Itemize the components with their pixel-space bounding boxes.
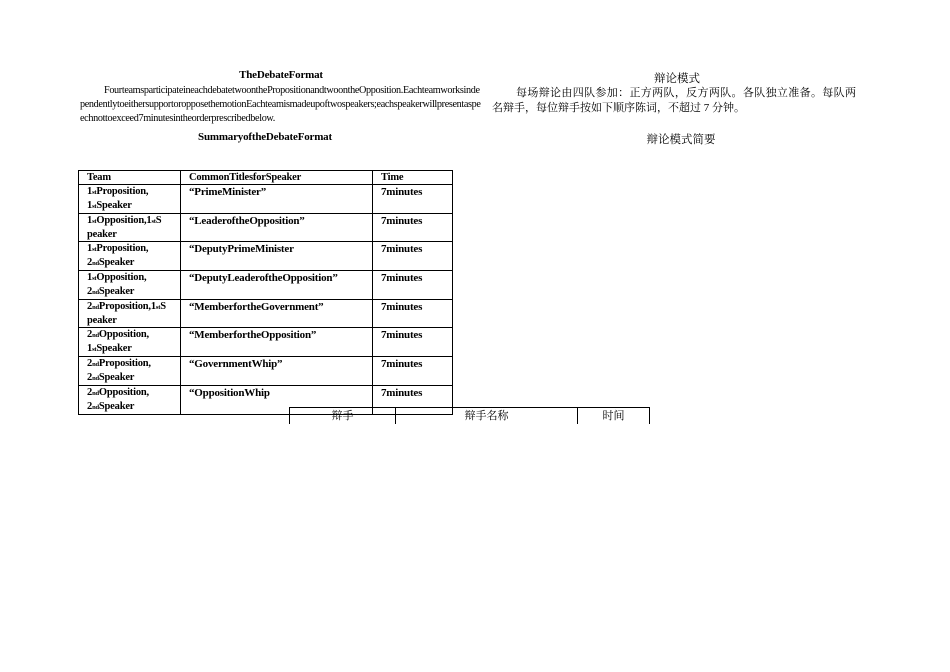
speaker-ordinal: nd xyxy=(92,289,99,296)
zh-header-speaker-title: 辩手名称 xyxy=(396,408,578,425)
header-time: Time xyxy=(373,171,453,185)
team-cell: 2ndProposition,1stS peaker xyxy=(79,300,181,328)
header-team: Team xyxy=(79,171,181,185)
speaker-title-cell: “OppositionWhip xyxy=(181,386,373,415)
zh-header-time: 时间 xyxy=(578,408,650,425)
chinese-body-paragraph: 每场辩论由四队参加：正方两队，反方两队。各队独立准备。每队两名辩手，每位辩手按如下顺序陈词，不超过 7 分钟。 xyxy=(492,87,856,114)
speaker-number: 2 xyxy=(87,372,93,383)
team-side: Proposition, xyxy=(96,243,149,254)
team-ordinal: nd xyxy=(92,332,99,339)
team-cell xyxy=(79,357,181,386)
team-cell xyxy=(79,328,181,357)
table-row xyxy=(79,271,453,300)
speaker-label: peaker xyxy=(87,315,117,326)
speaker-ordinal: nd xyxy=(92,404,99,411)
time-cell: 7minutes xyxy=(373,357,453,386)
speaker-number: 2 xyxy=(87,401,93,412)
table-header-row xyxy=(79,171,453,185)
time-cell: 7minutes xyxy=(373,214,453,242)
time-cell: 7minutes xyxy=(373,271,453,300)
chinese-debate-table xyxy=(289,407,650,424)
speaker-label: Speaker xyxy=(96,343,132,354)
team-ordinal: st xyxy=(92,246,97,253)
english-title: TheDebateFormat xyxy=(239,69,323,81)
header-common-titles: CommonTitlesforSpeaker xyxy=(181,171,373,185)
debate-format-table xyxy=(78,170,453,415)
team-cell xyxy=(79,271,181,300)
speaker-label: Speaker xyxy=(96,200,132,211)
time-cell: 7minutes xyxy=(373,185,453,214)
speaker-title-cell: “MemberfortheGovernment” xyxy=(181,300,373,328)
team-cell: 1stOpposition,1stS peaker xyxy=(79,214,181,242)
team-number: 2 xyxy=(87,301,93,312)
team-side: Proposition, xyxy=(98,358,151,369)
team-cell xyxy=(79,242,181,271)
team-ordinal: nd xyxy=(92,390,99,397)
team-number: 1 xyxy=(87,215,93,226)
speaker-title-cell: “PrimeMinister” xyxy=(181,185,373,214)
speaker-label: Speaker xyxy=(98,372,135,383)
table-row xyxy=(79,214,453,242)
zh-header-speaker: 辩手 xyxy=(290,408,396,425)
speaker-ordinal: nd xyxy=(92,260,99,267)
team-number: 1 xyxy=(87,243,93,254)
speaker-ordinal: st xyxy=(92,346,97,353)
team-ordinal: st xyxy=(92,218,97,225)
team-side: Opposition, xyxy=(98,387,149,398)
team-cell xyxy=(79,185,181,214)
speaker-title-cell: “DeputyPrimeMinister xyxy=(181,242,373,271)
speaker-number: 1 xyxy=(87,343,93,354)
table-row xyxy=(79,185,453,214)
team-side: Opposition,1 xyxy=(96,215,152,226)
table-row xyxy=(79,328,453,357)
table-row xyxy=(79,357,453,386)
team-ordinal: st xyxy=(92,189,97,196)
table-row xyxy=(79,242,453,271)
team-side: Proposition,1 xyxy=(98,301,156,312)
team-number: 2 xyxy=(87,358,93,369)
time-cell: 7minutes xyxy=(373,328,453,357)
team-number: 1 xyxy=(87,272,93,283)
chinese-title: 辩论模式 xyxy=(654,73,700,85)
team-number: 2 xyxy=(87,329,93,340)
speaker-label: Speaker xyxy=(98,286,135,297)
speaker-number: 2 xyxy=(87,286,93,297)
team-number: 2 xyxy=(87,387,93,398)
team-ordinal: st xyxy=(92,275,97,282)
team-side: Proposition, xyxy=(96,186,149,197)
team-cell xyxy=(79,386,181,415)
speaker-ordinal: st xyxy=(155,304,161,311)
speaker-title-cell: “DeputyLeaderoftheOpposition” xyxy=(181,271,373,300)
english-summary-title: SummaryoftheDebateFormat xyxy=(198,131,332,143)
table-row xyxy=(79,300,453,328)
chinese-summary-title: 辩论模式简要 xyxy=(646,134,716,146)
team-side: Opposition, xyxy=(98,329,149,340)
speaker-ordinal: st xyxy=(92,203,97,210)
speaker-ordinal: nd xyxy=(92,375,99,382)
team-side: Opposition, xyxy=(96,272,147,283)
speaker-label: peaker xyxy=(87,229,117,240)
english-body-paragraph: FourteamsparticipateineachdebatetwoonthePropositionandtwoontheOpposition.EachteamworksindependentlytoeithersupportoropposethemotionEachteamismadeupoftwospeakers;eachspeakerwillpresentaspeechnottoexceed7minutesintheorderprescribedbelow. xyxy=(80,85,481,124)
time-cell: 7minutes xyxy=(373,300,453,328)
team-ordinal: nd xyxy=(92,361,99,368)
time-cell: 7minutes xyxy=(373,386,453,415)
speaker-ordinal: st xyxy=(151,218,156,225)
speaker-number: 1 xyxy=(87,200,93,211)
speaker-title-cell: “GovernmentWhip” xyxy=(181,357,373,386)
speaker-label: Speaker xyxy=(98,257,135,268)
team-ordinal: nd xyxy=(92,304,99,311)
team-number: 1 xyxy=(87,186,93,197)
time-cell: 7minutes xyxy=(373,242,453,271)
speaker-title-cell: “MemberfortheOpposition” xyxy=(181,328,373,357)
speaker-label: Speaker xyxy=(98,401,135,412)
speaker-number: 2 xyxy=(87,257,93,268)
speaker-title-cell: “LeaderoftheOpposition” xyxy=(181,214,373,242)
chinese-table-header-row xyxy=(290,408,650,425)
